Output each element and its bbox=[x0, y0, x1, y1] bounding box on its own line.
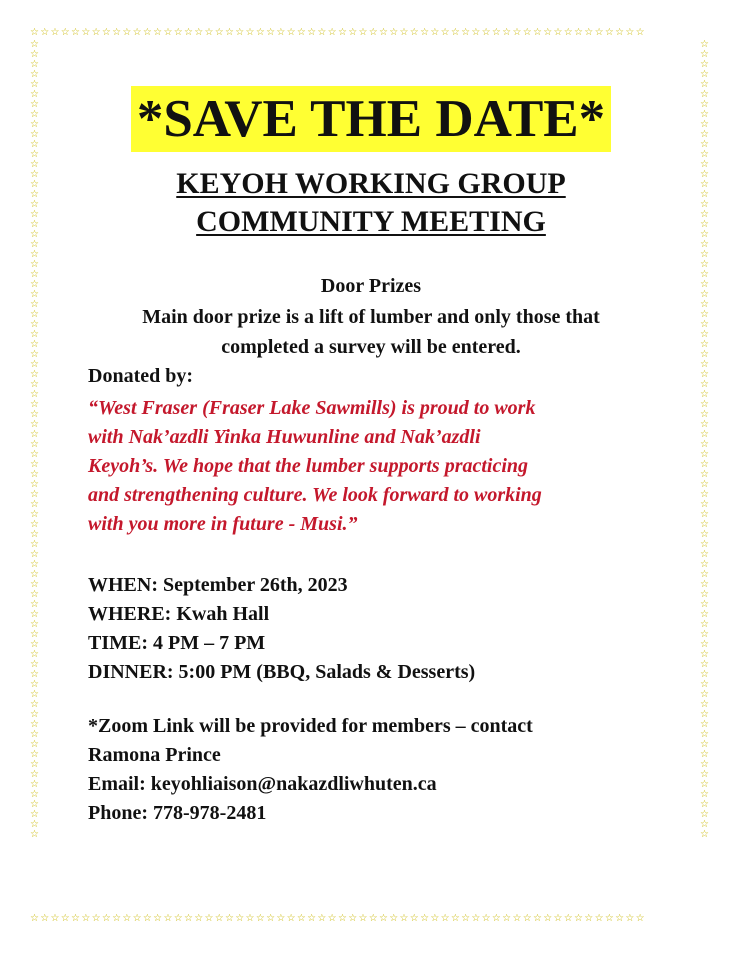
star-border-right: ☆☆☆☆☆☆☆☆☆☆☆☆☆☆☆☆☆☆☆☆☆☆☆☆☆☆☆☆☆☆☆☆☆☆☆☆☆☆☆☆☆☆☆☆☆☆☆☆☆☆☆☆☆☆☆☆☆☆☆☆☆☆☆☆☆☆☆☆☆☆☆☆☆☆☆☆☆☆☆☆ bbox=[700, 40, 709, 840]
star-border-bottom: ☆☆☆☆☆☆☆☆☆☆☆☆☆☆☆☆☆☆☆☆☆☆☆☆☆☆☆☆☆☆☆☆☆☆☆☆☆☆☆☆☆☆☆☆☆☆☆☆☆☆☆☆☆☆☆☆☆☆☆☆ bbox=[30, 914, 646, 924]
save-the-date-title: *SAVE THE DATE* bbox=[131, 86, 611, 152]
quote-line: with you more in future - Musi.” bbox=[88, 513, 358, 535]
email-line: Email: keyohliaison@nakazdliwhuten.ca bbox=[88, 773, 437, 795]
heading-line-1: KEYOH WORKING GROUP bbox=[176, 167, 566, 200]
quote-line: Keyoh’s. We hope that the lumber supports practicing bbox=[88, 455, 529, 477]
star-border-top: ☆☆☆☆☆☆☆☆☆☆☆☆☆☆☆☆☆☆☆☆☆☆☆☆☆☆☆☆☆☆☆☆☆☆☆☆☆☆☆☆☆☆☆☆☆☆☆☆☆☆☆☆☆☆☆☆☆☆☆☆ bbox=[30, 28, 646, 38]
donated-by-label: Donated by: bbox=[88, 365, 194, 387]
quote-line: and strengthening culture. We look forward to working bbox=[88, 484, 542, 506]
dinner-line: DINNER: 5:00 PM (BBQ, Salads & Desserts) bbox=[88, 661, 476, 683]
time-line: TIME: 4 PM – 7 PM bbox=[88, 632, 266, 654]
contact-name: Ramona Prince bbox=[88, 744, 221, 766]
title-banner bbox=[0, 86, 742, 152]
zoom-line: *Zoom Link will be provided for members – contact bbox=[88, 715, 533, 737]
quote-line: with Nak’azdli Yinka Huwunline and Nak’azdli bbox=[88, 426, 481, 448]
quote-line: “West Fraser (Fraser Lake Sawmills) is proud to work bbox=[88, 397, 536, 419]
door-prizes-heading: Door Prizes bbox=[320, 275, 422, 297]
door-prizes-line-1: Main door prize is a lift of lumber and only those that bbox=[142, 306, 600, 328]
when-line: WHEN: September 26th, 2023 bbox=[88, 574, 348, 596]
where-line: WHERE: Kwah Hall bbox=[88, 603, 270, 625]
phone-line: Phone: 778-978-2481 bbox=[88, 802, 267, 824]
heading-line-2: COMMUNITY MEETING bbox=[196, 205, 546, 238]
star-border-left: ☆☆☆☆☆☆☆☆☆☆☆☆☆☆☆☆☆☆☆☆☆☆☆☆☆☆☆☆☆☆☆☆☆☆☆☆☆☆☆☆☆☆☆☆☆☆☆☆☆☆☆☆☆☆☆☆☆☆☆☆☆☆☆☆☆☆☆☆☆☆☆☆☆☆☆☆☆☆☆☆ bbox=[30, 40, 39, 840]
door-prizes-line-2: completed a survey will be entered. bbox=[221, 336, 521, 358]
